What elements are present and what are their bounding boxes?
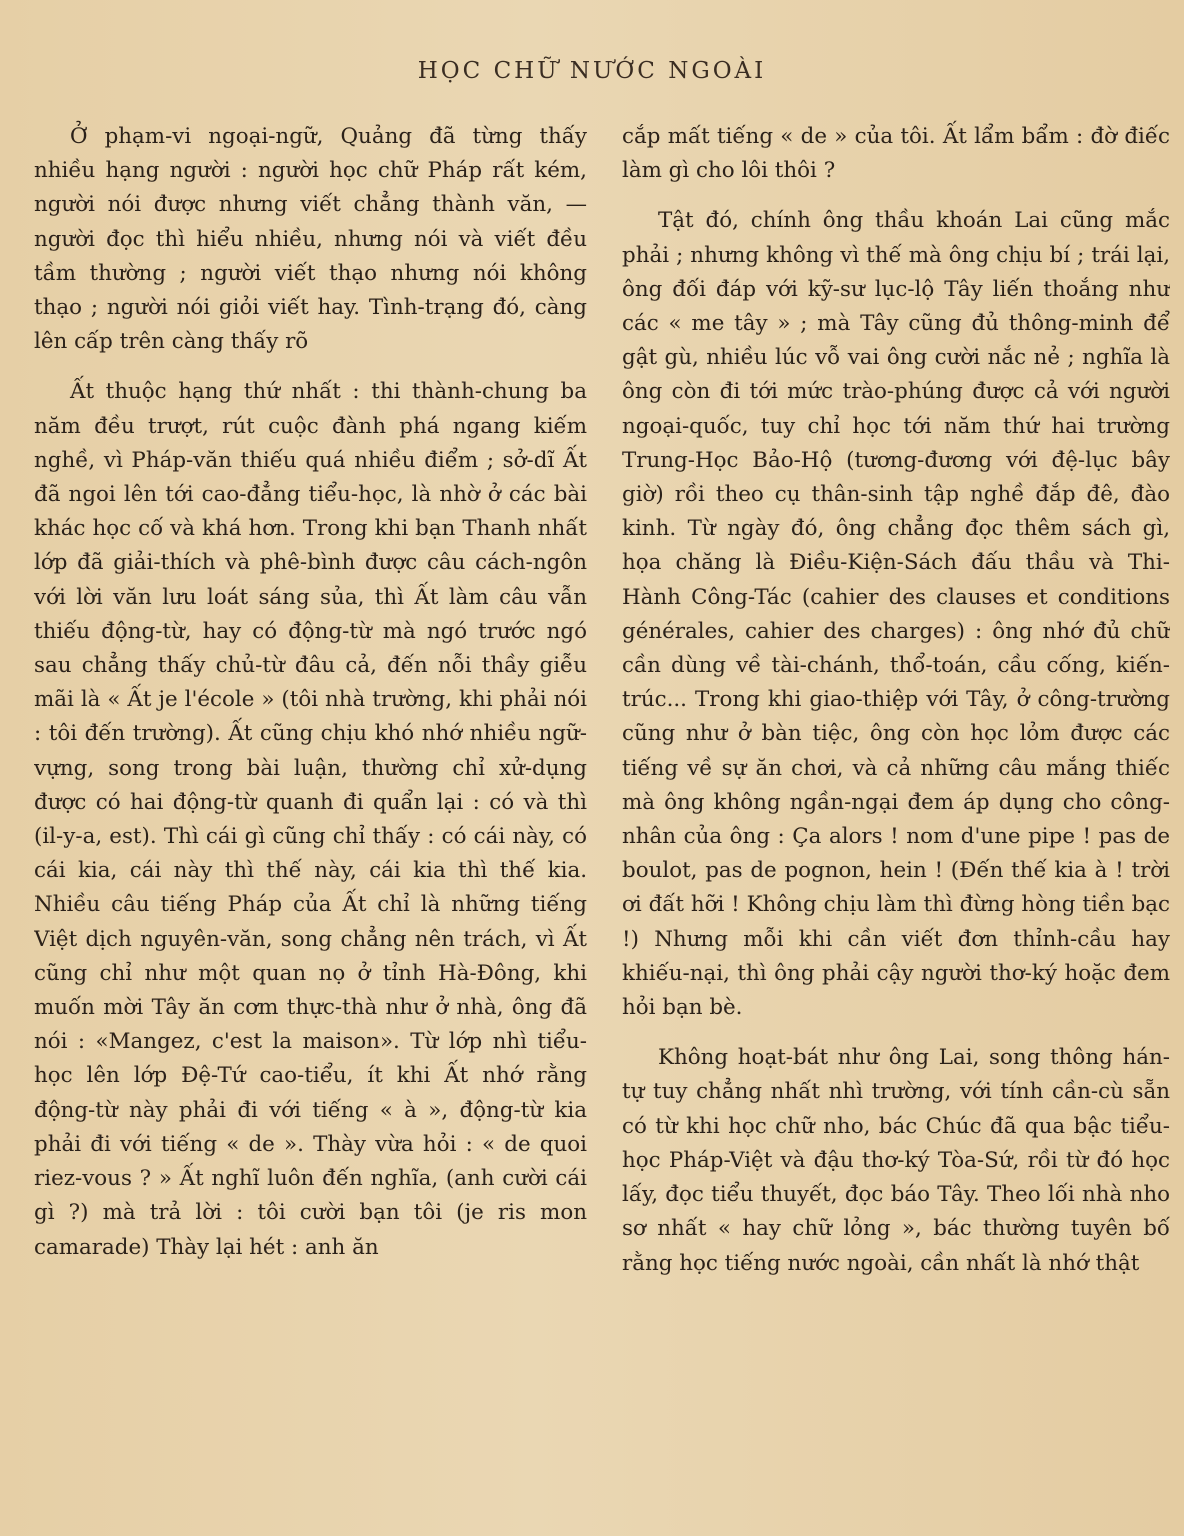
right-paragraph-2: Tật đó, chính ông thầu khoán Lai cũng mắc phải ; nhưng không vì thế mà ông chịu bí ; trái lại, ông đối đáp với kỹ-sư lục-lộ Tây liến thoắng như các « me tây » ; mà Tây cũng đủ thông-minh để gật gù, nhiều lúc vỗ vai ông cười nắc nẻ ; nghĩa là ông còn đi tới mức trào-phúng được cả với người ngoại-quốc, tuy chỉ học tới năm thứ hai trường Trung-Học Bảo-Hộ (tương-đương với đệ-lục bây giờ) rồi theo cụ thân-sinh tập nghề đắp đê, đào kinh. Từ ngày đó, ông chẳng đọc thêm sách gì, họa chăng là Điều-Kiện-Sách đấu thầu và Thi-Hành Công-Tác (cahier des clauses et conditions générales, cahier des charges) : ông nhớ đủ chữ cần dùng về tài-chánh, thổ-toán, cầu cống, kiến-trúc... Trong khi giao-thiệp với Tây, ở công-trường cũng như ở bàn tiệc, ông còn học lỏm được các tiếng về sự ăn chơi, và cả những câu mắng thiếc mà ông không ngần-ngại đem áp dụng cho công-nhân của ông : Ça alors ! nom d'une pipe ! pas de boulot, pas de pognon, hein ! (Đến thế kia à ! trời ơi đất hỡi ! Không chịu làm thì đừng hòng tiền bạc !) Nhưng mỗi khi cần viết đơn thỉnh-cầu hay khiếu-nại, thì ông phải cậy người thơ-ký hoặc đem hỏi bạn bè.	[622, 208, 1170, 1021]
left-column	[34, 120, 587, 1520]
left-paragraph-1: Ở phạm-vi ngoại-ngữ, Quảng đã từng thấy nhiều hạng người : người học chữ Pháp rất kém, người nói được nhưng viết chẳng thành văn, — người đọc thì hiểu nhiều, nhưng nói và viết đều tầm thường ; người viết thạo nhưng nói không thạo ; người nói giỏi viết hay. Tình-trạng đó, càng lên cấp trên càng thấy rõ	[34, 124, 587, 355]
running-header: HỌC CHỮ NƯỚC NGOÀI	[417, 58, 767, 84]
left-paragraph-2: Ất thuộc hạng thứ nhất : thi thành-chung ba năm đều trượt, rút cuộc đành phá ngang kiếm nghề, vì Pháp-văn thiếu quá nhiều điểm ; sở-dĩ Ất đã ngoi lên tới cao-đẳng tiểu-học, là nhờ ở các bài khác học cố và khá hơn. Trong khi bạn Thanh nhất lớp đã giải-thích và phê-bình được câu cách-ngôn với lời văn lưu loát sáng sủa, thì Ất làm câu vẫn thiếu động-từ, hay có động-từ mà ngó trước ngó sau chẳng thấy chủ-từ đâu cả, đến nỗi thầy giễu mãi là « Ất je l'école » (tôi nhà trường, khi phải nói : tôi đến trường). Ất cũng chịu khó nhớ nhiều ngữ-vựng, song trong bài luận, thường chỉ xử-dụng được có hai động-từ quanh đi quẩn lại : có và thì (il-y-a, est). Thì cái gì cũng chỉ thấy : có cái này, có cái kia, cái này thì thế này, cái kia thì thế kia. Nhiều câu tiếng Pháp của Ất chỉ là những tiếng Việt dịch nguyên-văn, song chẳng nên trách, vì Ất cũng chỉ như một quan nọ ở tỉnh Hà-Đông, khi muốn mời Tây ăn cơm thực-thà như ở nhà, ông đã nói : «Mangez, c'est la maison». Từ lớp nhì tiểu-học lên lớp Đệ-Tứ cao-tiểu, ít khi Ất nhớ rằng động-từ này phải đi với tiếng « à », động-từ kia phải đi với tiếng « de ». Thày vừa hỏi : « de quoi riez-vous ? » Ất nghĩ luôn đến nghĩa, (anh cười cái gì ?) mà trả lời : tôi cười bạn tôi (je ris mon camarade) Thày lại hét : anh ăn	[34, 379, 587, 1260]
right-column	[622, 120, 1170, 1520]
right-paragraph-1: cắp mất tiếng « de » của tôi. Ất lẩm bẩm : đờ điếc làm gì cho lôi thôi ?	[622, 124, 1170, 184]
right-paragraph-3: Không hoạt-bát như ông Lai, song thông hán-tự tuy chẳng nhất nhì trường, với tính cần-cù sẵn có từ khi học chữ nho, bác Chúc đã qua bậc tiểu-học Pháp-Việt và đậu thơ-ký Tòa-Sứ, rồi từ đó học lấy, đọc tiểu thuyết, đọc báo Tây. Theo lối nhà nho sơ nhất « hay chữ lỏng », bác thường tuyên bố rằng học tiếng nước ngoài, cần nhất là nhớ thật	[622, 1045, 1170, 1276]
